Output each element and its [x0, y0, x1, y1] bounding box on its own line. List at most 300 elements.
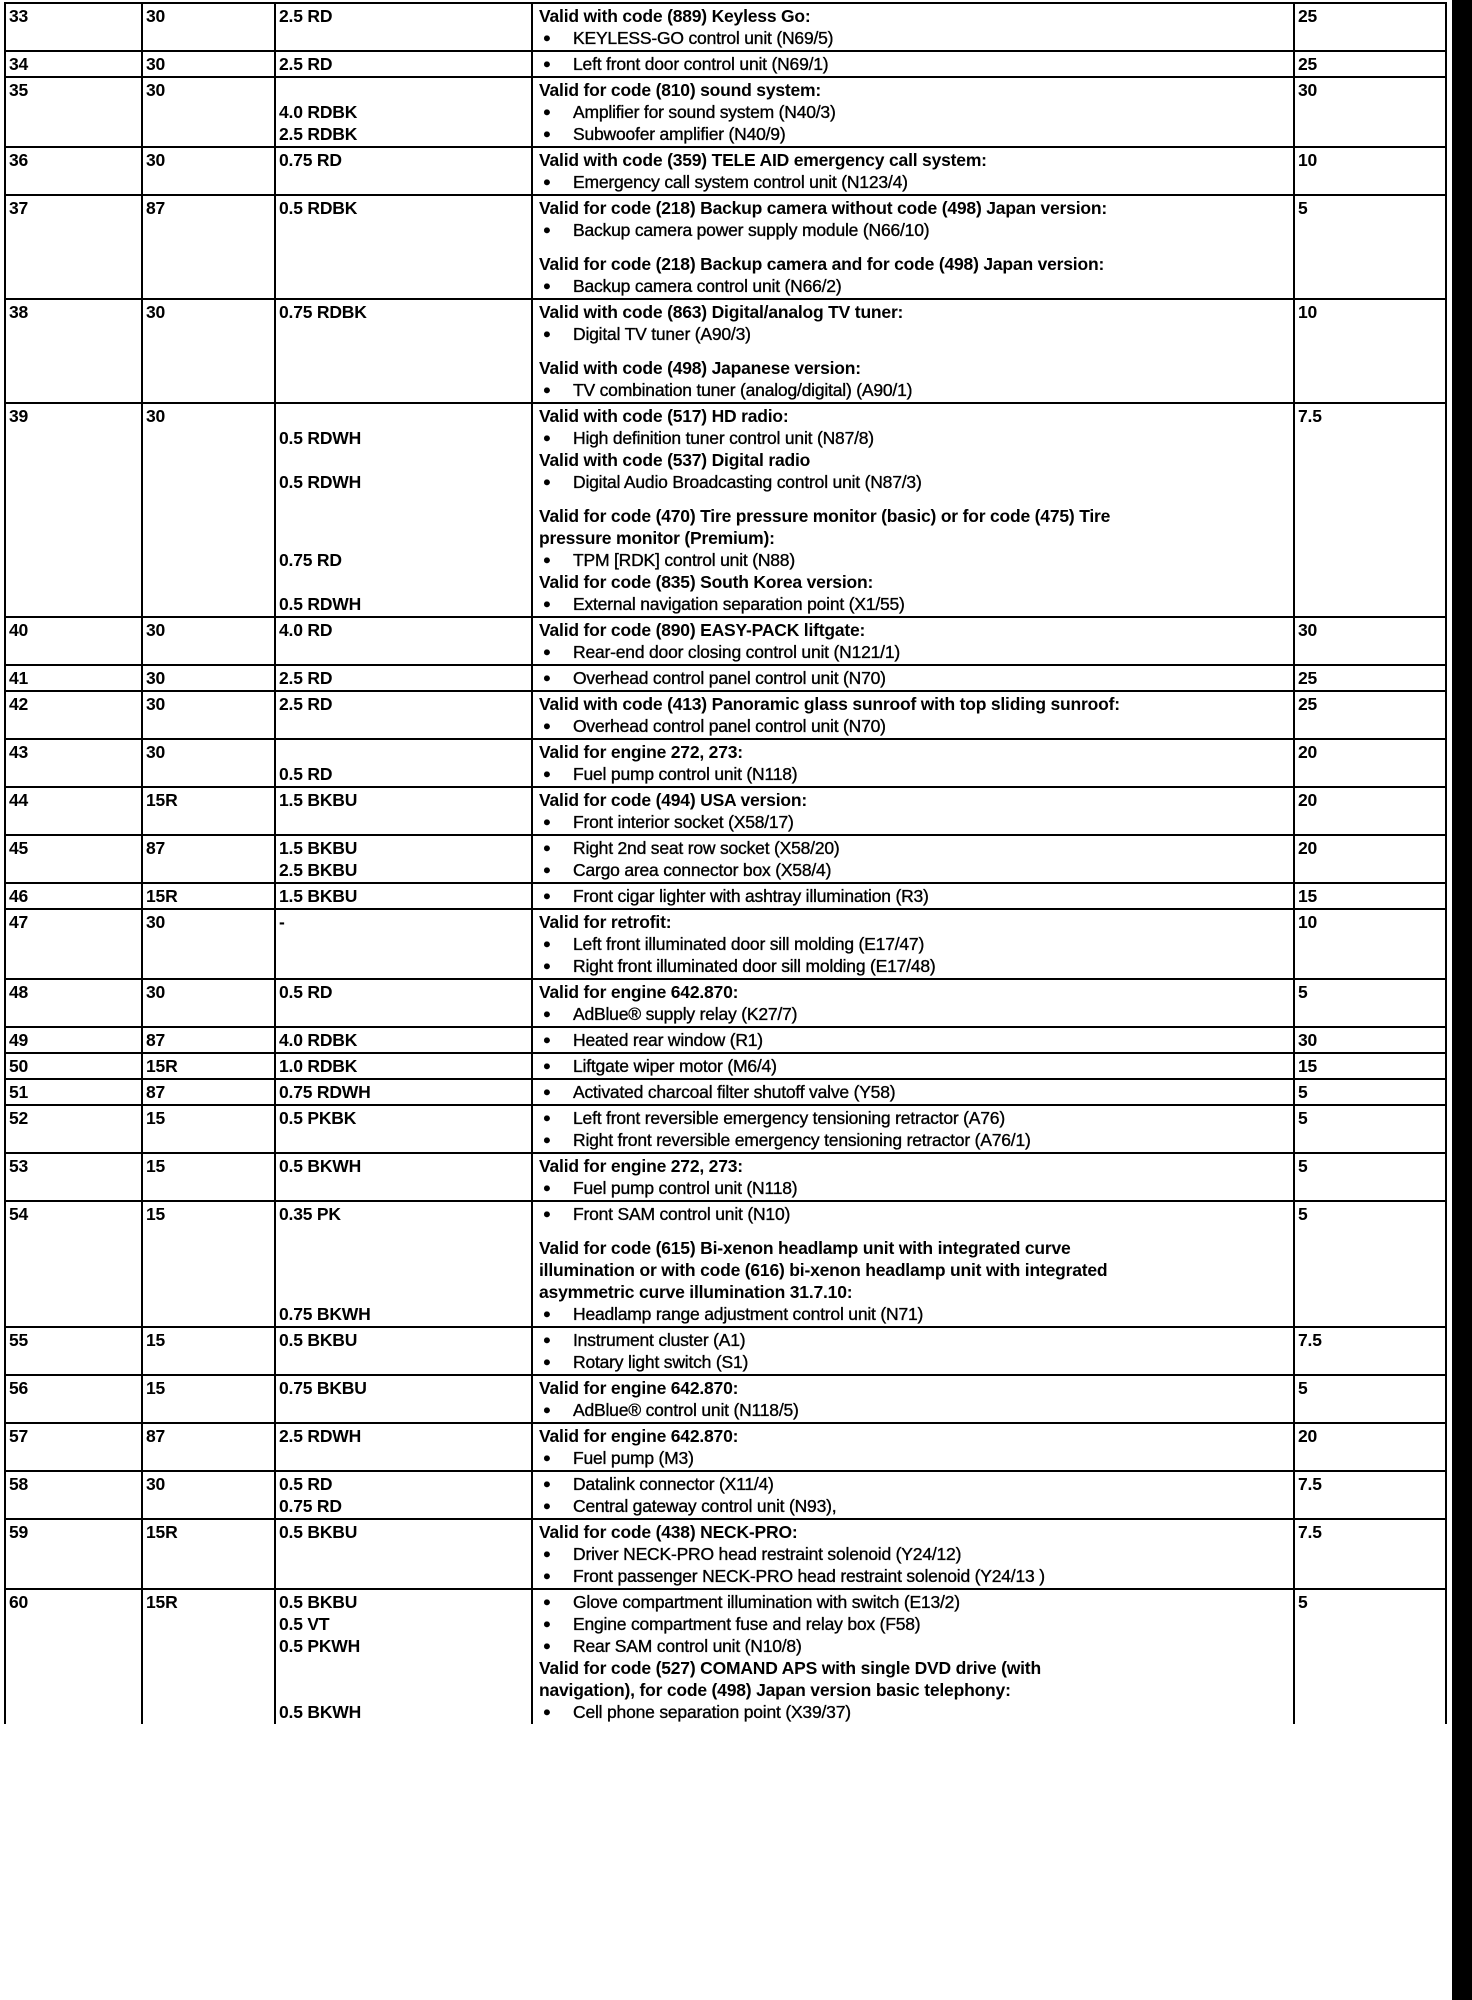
terminal-cell: 15	[142, 1105, 275, 1153]
page-edge-bar	[1452, 0, 1472, 2000]
wire-spec: 0.75 RD	[279, 550, 342, 570]
fuse-rating-cell: 5	[1294, 979, 1446, 1027]
consumer-description-cell	[532, 1053, 1294, 1079]
fuse-number-cell: 46	[5, 883, 142, 909]
terminal-cell: 30	[142, 147, 275, 195]
wire-cell	[275, 835, 532, 883]
terminal-cell: 30	[142, 665, 275, 691]
wire-spec: 0.5 BKBU	[279, 1330, 358, 1350]
fuse-rating-cell: 5	[1294, 1375, 1446, 1423]
terminal-cell: 15	[142, 1201, 275, 1327]
consumer-description-cell	[532, 787, 1294, 835]
consumer-description-cell	[532, 195, 1294, 299]
wire-spec	[279, 1447, 528, 1469]
validity-condition: Valid for engine 642.870:	[539, 1426, 739, 1446]
wire-spec: 0.5 VT	[279, 1614, 330, 1634]
component-bullet: ● Digital TV tuner (A90/3)	[539, 323, 1290, 345]
validity-condition: Valid for code (890) EASY-PACK liftgate:	[539, 620, 866, 640]
wire-spec: 2.5 RD	[279, 6, 333, 26]
wire-spec	[279, 527, 528, 549]
wire-cell	[275, 1327, 532, 1375]
fuse-number-cell: 55	[5, 1327, 142, 1375]
consumer-description-cell	[532, 1027, 1294, 1053]
spacer	[539, 345, 1290, 357]
table-row	[5, 1027, 1446, 1053]
wire-spec	[279, 1259, 528, 1281]
table-row	[5, 51, 1446, 77]
fuse-rating-cell: 5	[1294, 1589, 1446, 1724]
wire-cell	[275, 1027, 532, 1053]
wire-spec	[279, 27, 528, 49]
spacer	[539, 493, 1290, 505]
validity-condition: Valid for code (835) South Korea version:	[539, 572, 874, 592]
component-bullet: ● Right front illuminated door sill molding (E17/48)	[539, 955, 1290, 977]
fuse-rating-cell: 5	[1294, 1201, 1446, 1327]
table-row	[5, 787, 1446, 835]
validity-condition: Valid with code (889) Keyless Go:	[539, 6, 811, 26]
component-bullet: ● Driver NECK-PRO head restraint solenoid (Y24/12)	[539, 1543, 1290, 1565]
fuse-rating-cell: 15	[1294, 883, 1446, 909]
fuse-rating-cell: 10	[1294, 299, 1446, 403]
wire-spec	[279, 1543, 528, 1565]
fuse-rating-cell: 25	[1294, 691, 1446, 739]
spacer	[539, 1225, 1290, 1237]
spacer	[279, 493, 528, 505]
table-row	[5, 299, 1446, 403]
component-bullet: ● Fuel pump control unit (N118)	[539, 1177, 1290, 1199]
component-bullet: ● Emergency call system control unit (N123/4)	[539, 171, 1290, 193]
component-bullet: ● Cell phone separation point (X39/37)	[539, 1701, 1290, 1723]
fuse-number-cell: 47	[5, 909, 142, 979]
component-bullet: ● Headlamp range adjustment control unit (N71)	[539, 1303, 1290, 1325]
wire-spec: 0.5 PKWH	[279, 1636, 361, 1656]
wire-cell	[275, 617, 532, 665]
wire-cell	[275, 1053, 532, 1079]
component-bullet: ● Digital Audio Broadcasting control unit (N87/3)	[539, 471, 1290, 493]
wire-spec	[279, 1351, 528, 1373]
component-bullet: ● Left front door control unit (N69/1)	[539, 53, 1290, 75]
wire-spec: 0.75 BKWH	[279, 1304, 371, 1324]
wire-spec: 1.5 BKBU	[279, 838, 358, 858]
fuse-rating-cell: 20	[1294, 1423, 1446, 1471]
wire-spec: 4.0 RDBK	[279, 102, 358, 122]
wire-cell	[275, 1153, 532, 1201]
wire-cell	[275, 147, 532, 195]
consumer-description-cell	[532, 1153, 1294, 1201]
component-bullet: ● External navigation separation point (X1/55)	[539, 593, 1290, 615]
component-bullet: ● Rear SAM control unit (N10/8)	[539, 1635, 1290, 1657]
component-bullet: ● Subwoofer amplifier (N40/9)	[539, 123, 1290, 145]
consumer-description-cell	[532, 883, 1294, 909]
wire-spec	[279, 171, 528, 193]
wire-spec	[279, 219, 528, 241]
wire-spec: 2.5 RD	[279, 54, 333, 74]
fuse-rating-cell: 20	[1294, 739, 1446, 787]
validity-condition: Valid for code (470) Tire pressure monitor (basic) or for code (475) Tire	[539, 506, 1111, 526]
terminal-cell: 15R	[142, 787, 275, 835]
component-bullet: ● Backup camera power supply module (N66/10)	[539, 219, 1290, 241]
terminal-cell: 30	[142, 403, 275, 617]
validity-condition: asymmetric curve illumination 31.7.10:	[539, 1282, 853, 1302]
fuse-rating-cell: 5	[1294, 1079, 1446, 1105]
component-bullet: ● Fuel pump (M3)	[539, 1447, 1290, 1469]
consumer-description-cell	[532, 617, 1294, 665]
spacer	[279, 1225, 528, 1237]
wire-spec	[279, 933, 528, 955]
fuse-rating-cell: 30	[1294, 1027, 1446, 1053]
wire-spec: 1.5 BKBU	[279, 790, 358, 810]
validity-condition: Valid for engine 272, 273:	[539, 1156, 743, 1176]
table-row	[5, 617, 1446, 665]
wire-spec	[279, 1679, 528, 1701]
wire-spec	[279, 741, 528, 763]
table-row	[5, 77, 1446, 147]
fuse-rating-cell: 7.5	[1294, 1471, 1446, 1519]
wire-spec: 2.5 RD	[279, 668, 333, 688]
wire-spec: 0.5 RDWH	[279, 428, 362, 448]
component-bullet: ● Right front reversible emergency tensioning retractor (A76/1)	[539, 1129, 1290, 1151]
fuse-number-cell: 36	[5, 147, 142, 195]
wire-spec	[279, 1129, 528, 1151]
validity-condition: Valid for engine 272, 273:	[539, 742, 743, 762]
terminal-cell: 30	[142, 3, 275, 51]
validity-condition: Valid for code (527) COMAND APS with single DVD drive (with	[539, 1658, 1041, 1678]
table-row	[5, 909, 1446, 979]
table-row	[5, 1201, 1446, 1327]
terminal-cell: 87	[142, 195, 275, 299]
fuse-number-cell: 33	[5, 3, 142, 51]
fuse-rating-cell: 25	[1294, 3, 1446, 51]
wire-spec	[279, 449, 528, 471]
wire-cell	[275, 691, 532, 739]
consumer-description-cell	[532, 1105, 1294, 1153]
wire-cell	[275, 665, 532, 691]
fuse-table-body	[5, 3, 1446, 1724]
consumer-description-cell	[532, 1327, 1294, 1375]
wire-spec	[279, 641, 528, 663]
wire-spec	[279, 1177, 528, 1199]
wire-spec: 0.75 BKBU	[279, 1378, 367, 1398]
wire-spec	[279, 1657, 528, 1679]
component-bullet: ● Datalink connector (X11/4)	[539, 1473, 1290, 1495]
terminal-cell: 15R	[142, 1053, 275, 1079]
terminal-cell: 15	[142, 1327, 275, 1375]
fuse-number-cell: 44	[5, 787, 142, 835]
consumer-description-cell	[532, 739, 1294, 787]
table-row	[5, 691, 1446, 739]
component-bullet: ● Front cigar lighter with ashtray illumination (R3)	[539, 885, 1290, 907]
table-row	[5, 403, 1446, 617]
fuse-number-cell: 50	[5, 1053, 142, 1079]
fuse-rating-cell: 7.5	[1294, 1519, 1446, 1589]
table-row	[5, 979, 1446, 1027]
component-bullet: ● Left front reversible emergency tensioning retractor (A76)	[539, 1107, 1290, 1129]
terminal-cell: 30	[142, 617, 275, 665]
consumer-description-cell	[532, 51, 1294, 77]
wire-spec: 0.5 RDBK	[279, 198, 358, 218]
wire-cell	[275, 1471, 532, 1519]
spacer	[539, 241, 1290, 253]
validity-condition: Valid with code (498) Japanese version:	[539, 358, 861, 378]
wire-spec: 2.5 BKBU	[279, 860, 358, 880]
component-bullet: ● AdBlue® supply relay (K27/7)	[539, 1003, 1290, 1025]
fuse-number-cell: 56	[5, 1375, 142, 1423]
wire-cell	[275, 1589, 532, 1724]
validity-condition: Valid for retrofit:	[539, 912, 672, 932]
fuse-rating-cell: 25	[1294, 665, 1446, 691]
wire-spec	[279, 323, 528, 345]
fuse-number-cell: 52	[5, 1105, 142, 1153]
table-row	[5, 1105, 1446, 1153]
fuse-number-cell: 42	[5, 691, 142, 739]
fuse-number-cell: 41	[5, 665, 142, 691]
fuse-number-cell: 59	[5, 1519, 142, 1589]
consumer-description-cell	[532, 77, 1294, 147]
fuse-number-cell: 39	[5, 403, 142, 617]
wire-spec: 0.5 RD	[279, 1474, 333, 1494]
component-bullet: ● Front passenger NECK-PRO head restraint solenoid (Y24/13 )	[539, 1565, 1290, 1587]
wire-spec: 0.35 PK	[279, 1204, 341, 1224]
validity-condition: Valid with code (517) HD radio:	[539, 406, 789, 426]
table-row	[5, 1471, 1446, 1519]
table-row	[5, 1423, 1446, 1471]
validity-condition: Valid for code (218) Backup camera without code (498) Japan version:	[539, 198, 1107, 218]
table-row	[5, 739, 1446, 787]
wire-cell	[275, 787, 532, 835]
fuse-number-cell: 60	[5, 1589, 142, 1724]
wire-spec: 0.5 PKBK	[279, 1108, 357, 1128]
table-row	[5, 195, 1446, 299]
table-row	[5, 1153, 1446, 1201]
table-row	[5, 1053, 1446, 1079]
terminal-cell: 15R	[142, 1589, 275, 1724]
consumer-description-cell	[532, 835, 1294, 883]
wire-spec: 0.75 RDWH	[279, 1082, 371, 1102]
terminal-cell: 30	[142, 739, 275, 787]
wire-spec	[279, 1003, 528, 1025]
terminal-cell: 15R	[142, 883, 275, 909]
wire-spec: 4.0 RDBK	[279, 1030, 358, 1050]
wire-spec	[279, 1565, 528, 1587]
wire-spec: 2.5 RDWH	[279, 1426, 362, 1446]
wire-spec: 0.75 RDBK	[279, 302, 367, 322]
consumer-description-cell	[532, 979, 1294, 1027]
fuse-rating-cell: 10	[1294, 147, 1446, 195]
fuse-rating-cell: 25	[1294, 51, 1446, 77]
wire-spec	[279, 275, 528, 297]
wire-spec	[279, 405, 528, 427]
wire-spec	[279, 1281, 528, 1303]
wire-cell	[275, 1423, 532, 1471]
fuse-number-cell: 40	[5, 617, 142, 665]
fuse-rating-cell: 20	[1294, 835, 1446, 883]
fuse-rating-cell: 7.5	[1294, 403, 1446, 617]
wire-cell	[275, 77, 532, 147]
component-bullet: ● Fuel pump control unit (N118)	[539, 763, 1290, 785]
table-row	[5, 1079, 1446, 1105]
wire-cell	[275, 1079, 532, 1105]
fuse-rating-cell: 10	[1294, 909, 1446, 979]
fuse-number-cell: 53	[5, 1153, 142, 1201]
component-bullet: ● KEYLESS-GO control unit (N69/5)	[539, 27, 1290, 49]
terminal-cell: 15	[142, 1153, 275, 1201]
validity-condition: illumination or with code (616) bi-xenon headlamp unit with integrated	[539, 1260, 1108, 1280]
wire-spec: 0.5 BKBU	[279, 1522, 358, 1542]
wire-spec: 2.5 RDBK	[279, 124, 358, 144]
wire-cell	[275, 195, 532, 299]
fuse-number-cell: 54	[5, 1201, 142, 1327]
fuse-number-cell: 34	[5, 51, 142, 77]
wire-spec: 0.5 BKWH	[279, 1156, 362, 1176]
component-bullet: ● Right 2nd seat row socket (X58/20)	[539, 837, 1290, 859]
table-row	[5, 883, 1446, 909]
consumer-description-cell	[532, 1201, 1294, 1327]
wire-cell	[275, 299, 532, 403]
fuse-rating-cell: 7.5	[1294, 1327, 1446, 1375]
fuse-number-cell: 48	[5, 979, 142, 1027]
consumer-description-cell	[532, 1471, 1294, 1519]
validity-condition: navigation), for code (498) Japan version basic telephony:	[539, 1680, 1011, 1700]
validity-condition: Valid for code (494) USA version:	[539, 790, 807, 810]
table-row	[5, 1327, 1446, 1375]
consumer-description-cell	[532, 1423, 1294, 1471]
wire-spec	[279, 79, 528, 101]
wire-spec	[279, 1237, 528, 1259]
validity-condition: Valid with code (863) Digital/analog TV tuner:	[539, 302, 904, 322]
wire-spec: -	[279, 912, 285, 932]
wire-cell	[275, 1375, 532, 1423]
consumer-description-cell	[532, 909, 1294, 979]
wire-spec	[279, 357, 528, 379]
wire-spec	[279, 571, 528, 593]
table-row	[5, 665, 1446, 691]
validity-condition: Valid for engine 642.870:	[539, 1378, 739, 1398]
fuse-rating-cell: 15	[1294, 1053, 1446, 1079]
wire-cell	[275, 739, 532, 787]
component-bullet: ● Amplifier for sound system (N40/3)	[539, 101, 1290, 123]
terminal-cell: 30	[142, 909, 275, 979]
fuse-number-cell: 58	[5, 1471, 142, 1519]
table-row	[5, 1375, 1446, 1423]
wire-spec: 1.0 RDBK	[279, 1056, 358, 1076]
fuse-number-cell: 57	[5, 1423, 142, 1471]
wire-cell	[275, 3, 532, 51]
wire-cell	[275, 979, 532, 1027]
table-row	[5, 1589, 1446, 1724]
wire-cell	[275, 51, 532, 77]
terminal-cell: 30	[142, 51, 275, 77]
wire-cell	[275, 403, 532, 617]
table-row	[5, 3, 1446, 51]
component-bullet: ● Front interior socket (X58/17)	[539, 811, 1290, 833]
terminal-cell: 15R	[142, 1519, 275, 1589]
wire-spec: 0.5 BKBU	[279, 1592, 358, 1612]
terminal-cell: 87	[142, 1079, 275, 1105]
wire-spec: 0.5 RD	[279, 764, 333, 784]
wire-spec	[279, 505, 528, 527]
terminal-cell: 30	[142, 1471, 275, 1519]
wire-cell	[275, 883, 532, 909]
wire-spec: 0.5 BKWH	[279, 1702, 362, 1722]
terminal-cell: 30	[142, 691, 275, 739]
fuse-rating-cell: 5	[1294, 195, 1446, 299]
wire-spec: 0.75 RD	[279, 1496, 342, 1516]
wire-spec: 1.5 BKBU	[279, 886, 358, 906]
component-bullet: ● TV combination tuner (analog/digital) (A90/1)	[539, 379, 1290, 401]
component-bullet: ● Overhead control panel control unit (N70)	[539, 715, 1290, 737]
wire-cell	[275, 909, 532, 979]
fuse-rating-cell: 30	[1294, 77, 1446, 147]
validity-condition: Valid with code (359) TELE AID emergency call system:	[539, 150, 987, 170]
wire-spec: 4.0 RD	[279, 620, 333, 640]
component-bullet: ● Front SAM control unit (N10)	[539, 1203, 1290, 1225]
component-bullet: ● TPM [RDK] control unit (N88)	[539, 549, 1290, 571]
consumer-description-cell	[532, 1079, 1294, 1105]
wire-spec: 0.5 RDWH	[279, 594, 362, 614]
consumer-description-cell	[532, 299, 1294, 403]
component-bullet: ● Liftgate wiper motor (M6/4)	[539, 1055, 1290, 1077]
component-bullet: ● Glove compartment illumination with switch (E13/2)	[539, 1591, 1290, 1613]
component-bullet: ● Instrument cluster (A1)	[539, 1329, 1290, 1351]
spacer	[279, 241, 528, 253]
spacer	[279, 345, 528, 357]
validity-condition: Valid for code (615) Bi-xenon headlamp unit with integrated curve	[539, 1238, 1071, 1258]
wire-spec	[279, 955, 528, 977]
component-bullet: ● Cargo area connector box (X58/4)	[539, 859, 1290, 881]
fuse-rating-cell: 20	[1294, 787, 1446, 835]
wire-cell	[275, 1519, 532, 1589]
terminal-cell: 87	[142, 1423, 275, 1471]
fuse-number-cell: 38	[5, 299, 142, 403]
wire-spec	[279, 1399, 528, 1421]
validity-condition: Valid with code (537) Digital radio	[539, 450, 811, 470]
fuse-allocation-table	[4, 2, 1447, 1724]
wire-spec: 2.5 RD	[279, 694, 333, 714]
fuse-number-cell: 37	[5, 195, 142, 299]
terminal-cell: 15	[142, 1375, 275, 1423]
fuse-number-cell: 43	[5, 739, 142, 787]
component-bullet: ● Rear-end door closing control unit (N121/1)	[539, 641, 1290, 663]
fuse-number-cell: 51	[5, 1079, 142, 1105]
terminal-cell: 87	[142, 1027, 275, 1053]
fuse-rating-cell: 30	[1294, 617, 1446, 665]
fuse-number-cell: 45	[5, 835, 142, 883]
consumer-description-cell	[532, 1589, 1294, 1724]
component-bullet: ● Backup camera control unit (N66/2)	[539, 275, 1290, 297]
validity-condition: Valid with code (413) Panoramic glass sunroof with top sliding sunroof:	[539, 694, 1120, 714]
wire-spec	[279, 253, 528, 275]
wire-spec	[279, 715, 528, 737]
validity-condition: Valid for engine 642.870:	[539, 982, 739, 1002]
validity-condition: Valid for code (438) NECK-PRO:	[539, 1522, 798, 1542]
terminal-cell: 30	[142, 979, 275, 1027]
component-bullet: ● Activated charcoal filter shutoff valve (Y58)	[539, 1081, 1290, 1103]
fuse-rating-cell: 5	[1294, 1153, 1446, 1201]
terminal-cell: 30	[142, 299, 275, 403]
wire-spec: 0.5 RDWH	[279, 472, 362, 492]
component-bullet: ● Heated rear window (R1)	[539, 1029, 1290, 1051]
validity-condition: pressure monitor (Premium):	[539, 528, 775, 548]
fuse-table-page	[4, 2, 1445, 1724]
wire-spec	[279, 811, 528, 833]
fuse-number-cell: 49	[5, 1027, 142, 1053]
consumer-description-cell	[532, 691, 1294, 739]
consumer-description-cell	[532, 147, 1294, 195]
component-bullet: ● Central gateway control unit (N93),	[539, 1495, 1290, 1517]
validity-condition: Valid for code (218) Backup camera and for code (498) Japan version:	[539, 254, 1105, 274]
consumer-description-cell	[532, 1375, 1294, 1423]
component-bullet: ● AdBlue® control unit (N118/5)	[539, 1399, 1290, 1421]
